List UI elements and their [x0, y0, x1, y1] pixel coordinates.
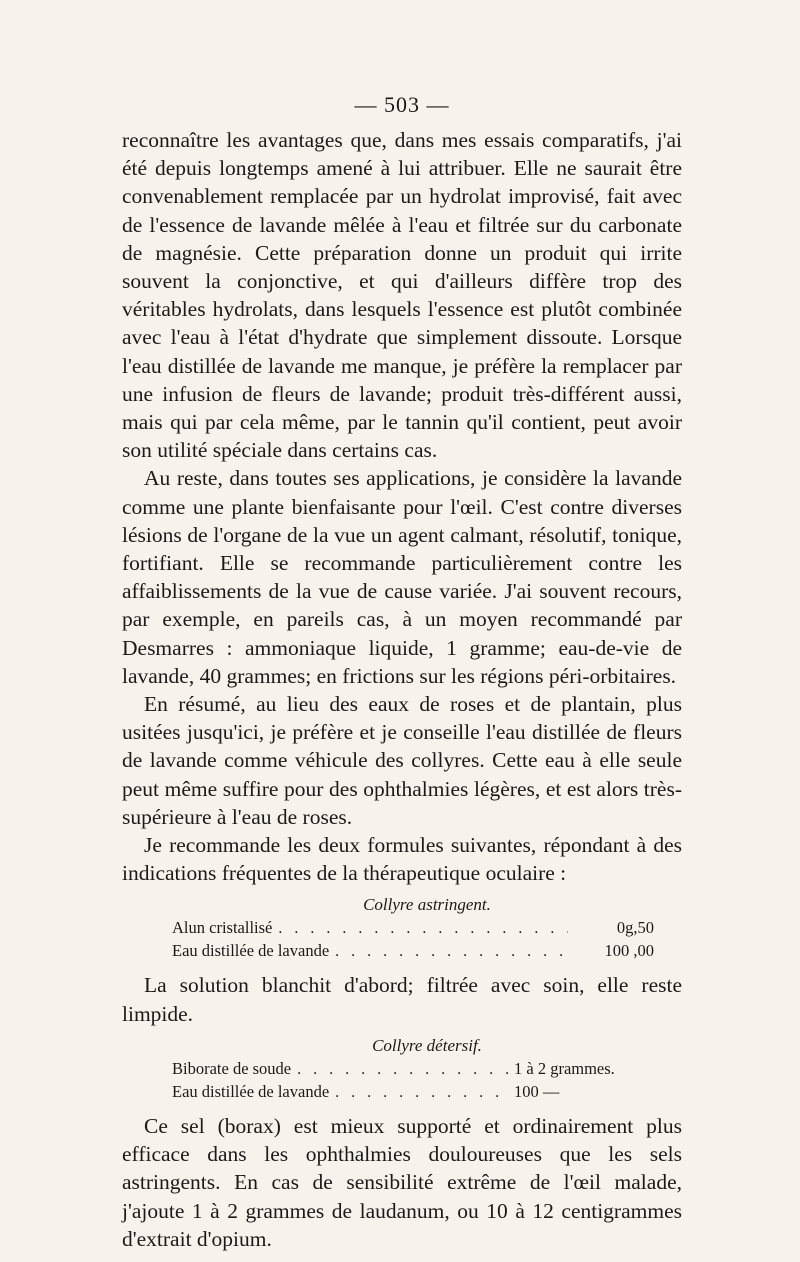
ingredient-name: Eau distillée de lavande — [172, 941, 330, 961]
formula-ingredient-row — [122, 1081, 682, 1104]
page-number: — 503 — — [354, 92, 450, 117]
formula-collyre-astringent — [122, 893, 682, 963]
paragraph-borax: Ce sel (borax) est mieux supporté et ordinairement plus efficace dans les ophthalmies douloureuses que les sels astringents. En cas de sensibilité extrême de l'œil malade, j'ajoute 1 à 2 grammes de laudanum, ou 10 à 12 centigrammes d'extrait d'opium. — [122, 1113, 682, 1251]
paragraph-resume: En résumé, au lieu des eaux de roses et de plantain, plus usitées jusqu'ici, je préfère et je conseille l'eau distillée de fleurs de lavande comme véhicule des collyres. Cette eau à elle seule peut même suffire pour des ophthalmies légères, et est alors très-supérieure à l'eau de roses. — [122, 692, 682, 829]
formula-title: Collyre astringent. — [363, 895, 491, 915]
formula-title: Collyre détersif. — [372, 1035, 482, 1055]
leader-dots — [335, 1082, 508, 1104]
ingredient-name: Alun cristallisé — [172, 918, 273, 938]
formula-ingredient-row — [122, 1058, 682, 1081]
leader-dots — [335, 941, 568, 963]
ingredient-dose: 100 ,00 — [604, 941, 654, 961]
paragraph-continuation: reconnaître les avantages que, dans mes essais comparatifs, j'ai été depuis longtemps amené à lui attribuer. Elle ne saurait être convenablement remplacée par un hydrolat improvisé, fait avec de l'essence de lavande mêlée à l'eau et filtrée sur du carbonate de magnésie. Cette préparation donne un produit qui irrite souvent la conjonctive, et qui d'ailleurs diffère trop des véritables hydrolats, dans lesquels l'essence est plutôt combinée avec l'eau à l'état d'hydrate que simplement dissoute. Lorsque l'eau distillée de lavande me manque, je préfère la remplacer par une infusion de fleurs de lavande; produit très-différent aussi, mais qui par cela même, par le tannin qu'il contient, peut avoir son utilité spéciale dans certains cas. — [122, 128, 682, 463]
book-page — [122, 88, 682, 1253]
ingredient-dose: 100 — — [514, 1081, 560, 1101]
leader-dots — [297, 1059, 508, 1081]
paragraph-lavande-oeil: Au reste, dans toutes ses applications, je considère la lavande comme une plante bienfaisante pour l'œil. C'est contre diverses lésions de l'organe de la vue un agent calmant, résolutif, tonique, fortifiant. Elle se recommande particulièrement contre les affaiblissements de la vue de cause variée. J'ai souvent recours, par exemple, en pareils cas, à un moyen recommandé par Desmarres : ammoniaque liquide, 1 gramme; eau-de-vie de lavande, 40 grammes; en frictions sur les régions péri-orbitaires. — [122, 466, 682, 688]
formula-collyre-detersif — [122, 1034, 682, 1104]
ingredient-dose: 0g,50 — [616, 918, 654, 938]
ingredient-name: Biborate de soude — [172, 1058, 292, 1078]
ingredient-dose: 1 à 2 grammes. — [514, 1058, 615, 1078]
paragraph-solution: La solution blanchit d'abord; filtrée avec soin, elle reste limpide. — [122, 973, 682, 1026]
ingredient-name: Eau distillée de lavande — [172, 1081, 330, 1101]
formula-ingredient-row — [122, 917, 682, 940]
leader-dots — [278, 918, 568, 940]
paragraph-formules-intro: Je recommande les deux formules suivantes, répondant à des indications fréquentes de la thérapeutique oculaire : — [122, 833, 682, 886]
formula-ingredient-row — [122, 940, 682, 963]
